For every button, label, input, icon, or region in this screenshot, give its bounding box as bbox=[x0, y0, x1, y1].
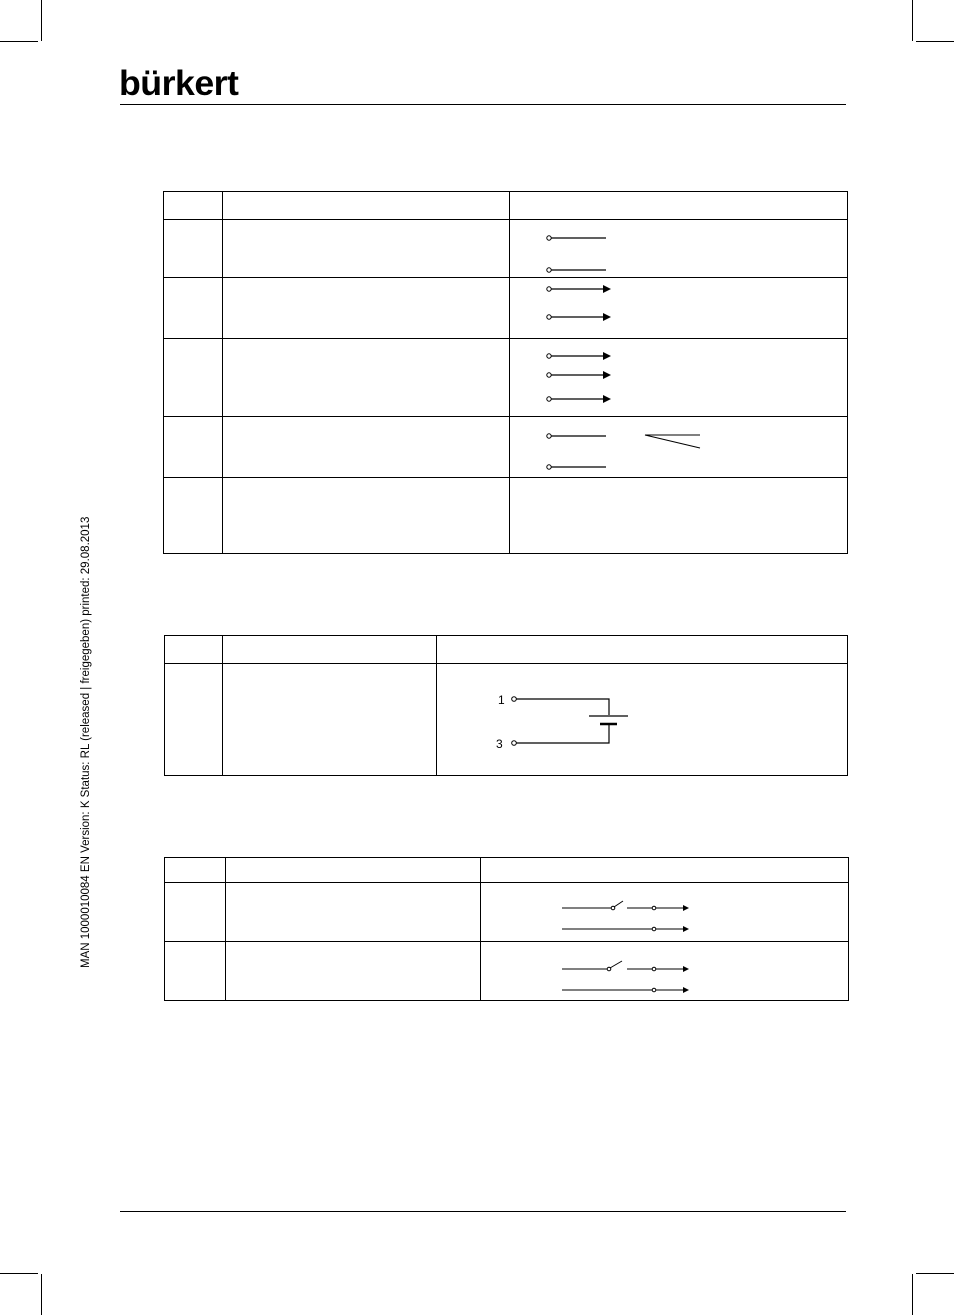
table-cell bbox=[165, 636, 223, 664]
table-cell bbox=[164, 339, 223, 417]
table-row bbox=[164, 278, 848, 339]
three-output-arrow-symbol bbox=[510, 339, 848, 416]
two-wire-contact-symbol bbox=[510, 220, 848, 277]
footer-rule bbox=[120, 1211, 846, 1212]
crop-mark bbox=[0, 41, 38, 42]
table-cell bbox=[510, 478, 848, 554]
table-cell bbox=[223, 636, 437, 664]
crop-mark bbox=[912, 0, 913, 41]
table-cell bbox=[223, 478, 510, 554]
header-rule bbox=[120, 104, 846, 105]
table-cell bbox=[223, 664, 437, 776]
table-cell bbox=[481, 883, 849, 942]
two-output-arrow-symbol bbox=[510, 278, 848, 338]
table-cell bbox=[164, 478, 223, 554]
contact-wedge-symbol bbox=[510, 417, 848, 477]
table-cell bbox=[226, 942, 481, 1001]
table-cell bbox=[223, 192, 510, 220]
crop-mark bbox=[912, 1274, 913, 1315]
table-cell bbox=[223, 278, 510, 339]
crop-mark bbox=[41, 0, 42, 41]
table-cell bbox=[165, 858, 226, 883]
table-row bbox=[165, 883, 849, 942]
table-cell bbox=[165, 664, 223, 776]
crop-mark bbox=[41, 1274, 42, 1315]
table-cell bbox=[164, 192, 223, 220]
table-cell bbox=[481, 942, 849, 1001]
table-row bbox=[164, 478, 848, 554]
supply-table bbox=[164, 635, 848, 776]
table-cell bbox=[164, 220, 223, 278]
battery-supply-symbol bbox=[437, 664, 848, 775]
table-row bbox=[164, 417, 848, 478]
table-cell bbox=[164, 417, 223, 478]
table-cell bbox=[226, 883, 481, 942]
document-info: MAN 1000010084 EN Version: K Status: RL (released | freigegeben) printed: 29.08.2013 bbox=[80, 516, 92, 968]
table-cell bbox=[165, 883, 226, 942]
switch-contact-symbol bbox=[481, 883, 849, 941]
crop-mark bbox=[916, 41, 954, 42]
terminal-label-3: 3 bbox=[496, 737, 503, 751]
table-header-row bbox=[165, 858, 849, 883]
table-cell bbox=[165, 942, 226, 1001]
table-row bbox=[164, 339, 848, 417]
table-row bbox=[165, 942, 849, 1001]
table-header-row bbox=[164, 192, 848, 220]
brand-logo: bürkert bbox=[119, 64, 239, 103]
switch-contact-symbol bbox=[481, 942, 849, 1000]
table-cell bbox=[510, 339, 848, 417]
contact-table-1 bbox=[163, 191, 848, 554]
table-cell bbox=[510, 192, 848, 220]
table-cell bbox=[510, 417, 848, 478]
table-cell bbox=[510, 278, 848, 339]
crop-mark bbox=[916, 1273, 954, 1274]
table-cell bbox=[510, 220, 848, 278]
table-cell bbox=[223, 339, 510, 417]
table-cell bbox=[437, 636, 848, 664]
crop-mark bbox=[0, 1273, 38, 1274]
table-row bbox=[165, 664, 848, 776]
table-cell bbox=[481, 858, 849, 883]
table-cell bbox=[226, 858, 481, 883]
table-row bbox=[164, 220, 848, 278]
terminal-label-1: 1 bbox=[498, 693, 505, 707]
switch-table bbox=[164, 857, 849, 1001]
table-cell bbox=[223, 220, 510, 278]
table-cell bbox=[223, 417, 510, 478]
table-cell bbox=[437, 664, 848, 776]
table-cell bbox=[164, 278, 223, 339]
table-header-row bbox=[165, 636, 848, 664]
